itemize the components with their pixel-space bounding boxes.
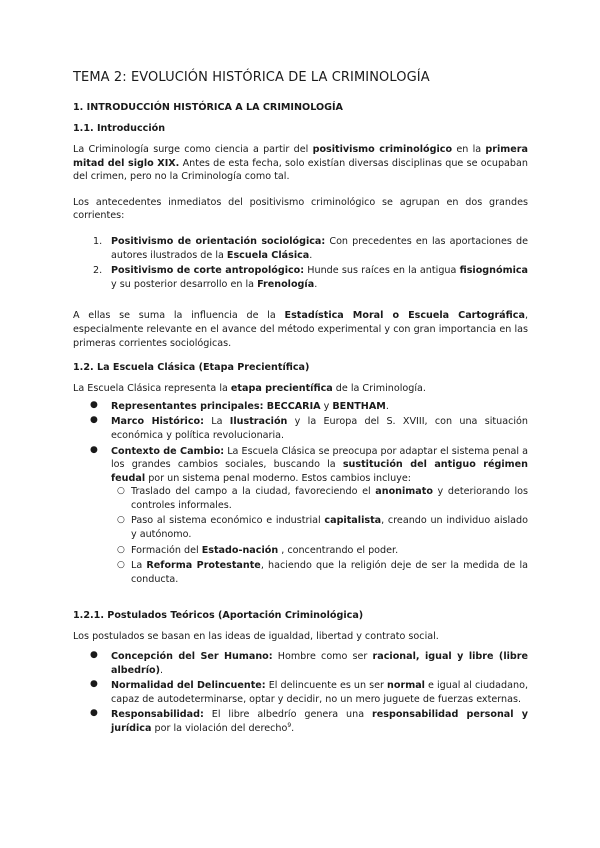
list-item: ● Responsabilidad: El libre albedrío genera una responsabilidad personal y jurídica por la violación del derecho$^9$. — [90, 708, 528, 734]
sublist-item: ○ La Reforma Protestante, haciendo que la religión deje de ser la medida de la conducta. — [117, 560, 528, 585]
list-item: ● Representantes principales: BECCARIA y BENTHAM. — [90, 399, 389, 412]
postulates-paragraph: Los postulados se basan en las ideas de igualdad, libertad y contrato social. — [73, 631, 439, 643]
changes-sublist — [111, 485, 528, 586]
sublist-item: ○ Formación del Estado-nación , concentrando el poder. — [117, 544, 399, 556]
bullet-icon: ● — [90, 399, 98, 410]
list-item: 1. Positivismo de orientación sociológica: Con precedentes en las aportaciones de autores ilustrados de la Escuela Clásica. — [93, 235, 528, 261]
sublist-item: ○ Paso al sistema económico e industrial capitalista, creando un individuo aislado y autónomo. — [117, 515, 528, 541]
circle-bullet-icon: ○ — [117, 560, 125, 571]
statistics-paragraph: A ellas se suma la influencia de la Estadística Moral o Escuela Cartográfica, especialmente relevante en el avance del método experimental y con gran importancia en las primeras corrientes sociológicas. — [73, 310, 528, 349]
section-1-2-heading: 1.2. La Escuela Clásica (Etapa Precientífica) — [73, 362, 310, 374]
antecedents-paragraph: Los antecedentes inmediatos del positivismo criminológico se agrupan en dos grandes corrientes: — [73, 196, 528, 222]
bullet-icon: ● — [90, 708, 98, 719]
footnote-marker: 9 — [287, 721, 292, 729]
section-1-2-1-heading: 1.2.1. Postulados Teóricos (Aportación Criminológica) — [73, 610, 364, 622]
document-title: TEMA 2: EVOLUCIÓN HISTÓRICA DE LA CRIMINOLOGÍA — [73, 70, 430, 85]
classic-school-paragraph: La Escuela Clásica representa la etapa precientífica de la Criminología. — [73, 383, 426, 395]
circle-bullet-icon: ○ — [117, 515, 125, 526]
section-1-1-heading: 1.1. Introducción — [73, 123, 166, 134]
bullet-icon: ● — [90, 650, 98, 661]
section-1-heading: 1. INTRODUCCIÓN HISTÓRICA A LA CRIMINOLOGÍA — [73, 102, 343, 113]
sublist-item: ○ Traslado del campo a la ciudad, favoreciendo el anonimato y deteriorando los controles informales. — [117, 486, 528, 511]
bullet-icon: ● — [90, 679, 98, 690]
classic-school-list — [73, 400, 528, 587]
bullet-icon: ● — [90, 444, 98, 455]
list-item: 2. Positivismo de corte antropológico: Hunde sus raíces en la antigua fisiognómica y su posterior desarrollo en la Frenología. — [93, 265, 529, 290]
circle-bullet-icon: ○ — [117, 486, 125, 497]
intro-paragraph: La Criminología surge como ciencia a partir del positivismo criminológico en la primera mitad del siglo XIX. Antes de esta fecha, solo existían diversas disciplinas que se ocupaban del crimen, pero no la Criminología como tal. — [73, 144, 528, 183]
circle-bullet-icon: ○ — [117, 544, 125, 555]
postulates-list — [73, 650, 528, 736]
list-item: ● Contexto de Cambio: La Escuela Clásica se preocupa por adaptar el sistema penal a los grandes cambios sociales, buscando la sustitución del antiguo régimen feudal por un sistema penal moderno. Estos cambios incluye: ○ Traslado del campo a la ciudad, favoreciendo el anonimato y deteriorando los controles informales. ○ Paso al sistema económico e industrial capitalista, creando un individuo aislado y autónomo. ○ Formación del Estado-nación , concentrando el poder. ○ La Reforma Protestante, haciendo que la religión deje de ser la medida de la conducta. — [90, 444, 528, 585]
list-item: ● Normalidad del Delincuente: El delincuente es un ser normal e igual al ciudadano, capaz de autodeterminarse, optar y decidir, no un mero juguete de fuerzas externas. — [90, 679, 528, 705]
list-item: ● Marco Histórico: La Ilustración y la Europa del S. XVIII, con una situación económica y política revolucionaria. — [90, 415, 528, 441]
list-item: ● Concepción del Ser Humano: Hombre como ser racional, igual y libre (libre albedrío). — [90, 650, 529, 676]
bullet-icon: ● — [90, 415, 98, 426]
antecedents-list — [73, 235, 528, 291]
